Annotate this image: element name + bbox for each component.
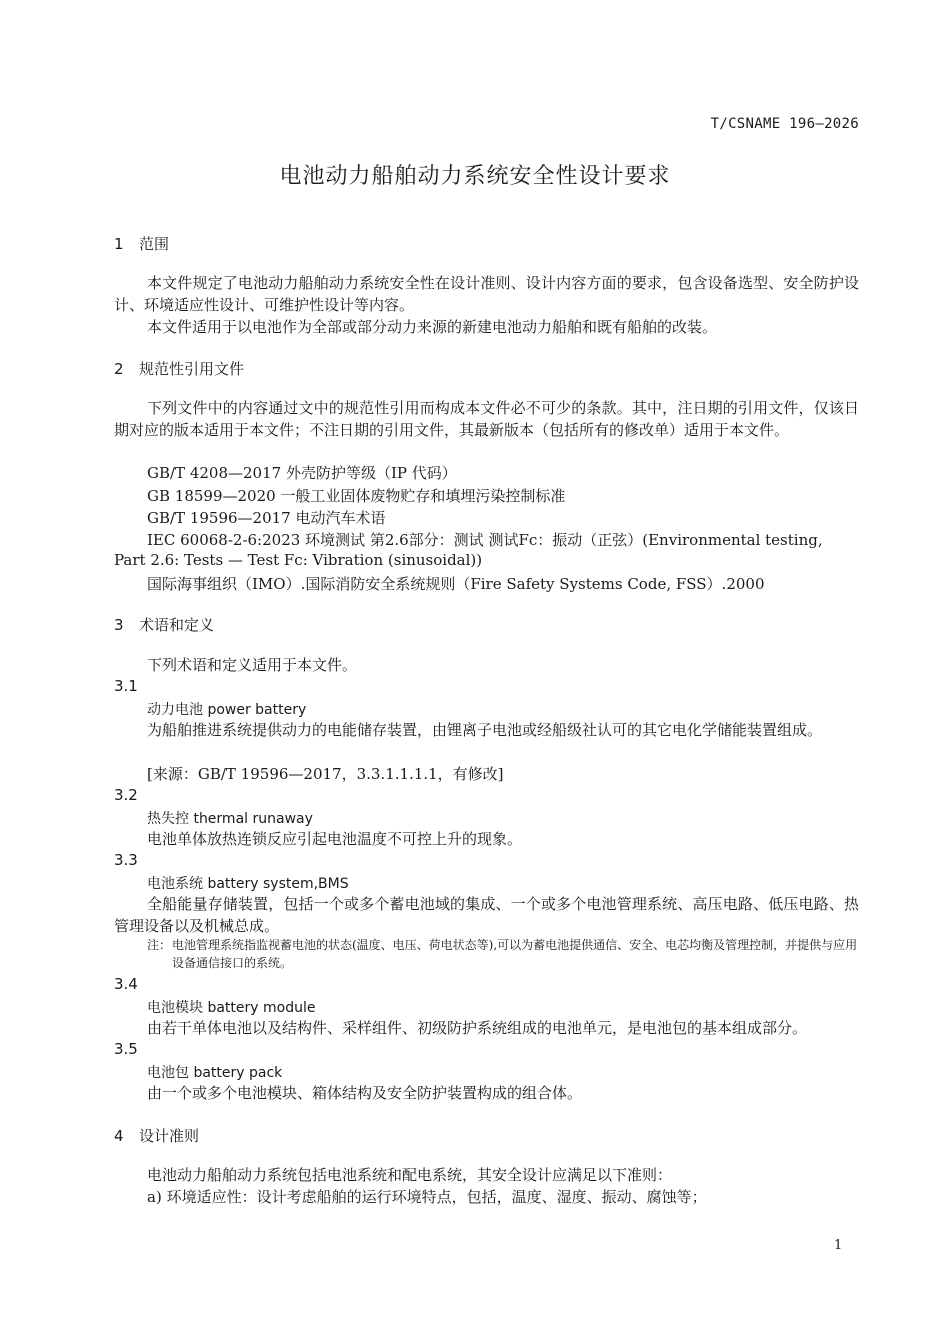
term-name: 电池系统 battery system,BMS xyxy=(147,876,349,892)
section-4-intro: 电池动力船舶动力系统包括电池系统和配电系统，其安全设计应满足以下准则： xyxy=(147,1166,673,1184)
standard-code: T/CSNAME 196—2026 xyxy=(710,116,859,132)
section-3-heading xyxy=(114,614,214,635)
term-name: 热失控 thermal runaway xyxy=(147,811,313,827)
term-name: 动力电池 power battery xyxy=(147,702,307,718)
section-title: 设计准则 xyxy=(139,1127,200,1145)
term-definition: 由一个或多个电池模块、箱体结构及安全防护装置构成的组合体。 xyxy=(147,1084,583,1102)
document-title: 电池动力船舶动力系统安全性设计要求 xyxy=(279,164,671,189)
section-number: 1 xyxy=(114,235,124,253)
section-title: 规范性引用文件 xyxy=(139,360,245,378)
section-number: 4 xyxy=(114,1127,124,1145)
section-4-heading xyxy=(114,1125,199,1146)
section-number: 3 xyxy=(114,616,124,634)
term-definition: 为船舶推进系统提供动力的电能储存装置，由锂离子电池或经船级社认可的其它电化学储能装置组成。 xyxy=(147,721,823,739)
reference-item: GB 18599—2020 一般工业固体废物贮存和填埋污染控制标准 xyxy=(147,487,566,505)
section-1-paragraph-2: 本文件适用于以电池作为全部或部分动力来源的新建电池动力船舶和既有船舶的改装。 xyxy=(147,318,718,336)
reference-item-iec-continued: Part 2.6: Tests — Test Fc: Vibration (sinusoidal)) xyxy=(114,551,483,569)
section-1-heading xyxy=(114,233,169,254)
section-1-paragraph-1: 本文件规定了电池动力船舶动力系统安全性在设计准则、设计内容方面的要求，包含设备选型、安全防护设计、环境适应性设计、可维护性设计等内容。 xyxy=(114,274,859,314)
page-number: 1 xyxy=(834,1238,843,1253)
section-2-paragraph: 下列文件中的内容通过文中的规范性引用而构成本文件必不可少的条款。其中，注日期的引用文件，仅该日期对应的版本适用于本文件；不注日期的引用文件，其最新版本（包括所有的修改单）适用于本文件。 xyxy=(114,399,859,439)
section-title: 范围 xyxy=(139,235,170,253)
section-3-intro: 下列术语和定义适用于本文件。 xyxy=(147,656,358,674)
term-definition: 全船能量存储装置，包括一个或多个蓄电池域的集成、一个或多个电池管理系统、高压电路、低压电路、热管理设备以及机械总成。 xyxy=(114,895,859,935)
note-text: 电池管理系统指监视蓄电池的状态(温度、电压、荷电状态等),可以为蓄电池提供通信、安全、电芯均衡及管理控制，并提供与应用设备通信接口的系统。 xyxy=(172,938,858,970)
term-number: 3.2 xyxy=(114,786,138,804)
term-number: 3.4 xyxy=(114,975,138,993)
note-label: 注： xyxy=(147,938,172,952)
term-definition: 电池单体放热连锁反应引起电池温度不可控上升的现象。 xyxy=(147,830,523,848)
term-definition: 由若干单体电池以及结构件、采样组件、初级防护系统组成的电池单元，是电池包的基本组成部分。 xyxy=(147,1019,808,1037)
reference-item: GB/T 4208—2017 外壳防护等级（IP 代码） xyxy=(147,464,457,482)
term-number: 3.5 xyxy=(114,1040,138,1058)
section-number: 2 xyxy=(114,360,124,378)
term-number: 3.3 xyxy=(114,851,138,869)
section-title: 术语和定义 xyxy=(139,616,215,634)
reference-item: GB/T 19596—2017 电动汽车术语 xyxy=(147,509,386,527)
term-name: 电池包 battery pack xyxy=(147,1065,283,1081)
term-name: 电池模块 battery module xyxy=(147,1000,316,1016)
reference-item-iec: IEC 60068-2-6:2023 环境测试 第2.6部分：测试 测试Fc：振动（正弦）(Environmental testing, xyxy=(147,531,823,549)
term-number: 3.1 xyxy=(114,677,138,695)
reference-item-imo: 国际海事组织（IMO）.国际消防安全系统规则（Fire Safety Systems Code, FSS）.2000 xyxy=(147,575,765,593)
list-item-a: a) 环境适应性：设计考虑船舶的运行环境特点，包括，温度、湿度、振动、腐蚀等； xyxy=(147,1188,707,1206)
section-2-heading xyxy=(114,358,244,379)
term-source: [来源：GB/T 19596—2017，3.3.1.1.1.1，有修改] xyxy=(147,765,504,783)
